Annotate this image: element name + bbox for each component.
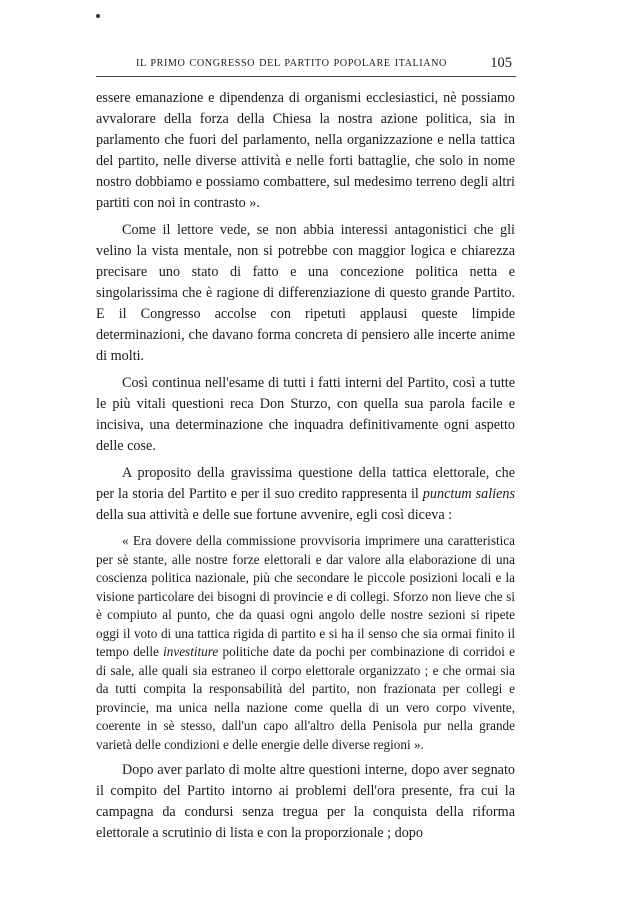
paragraph-reader-comment: Come il lettore vede, se non abbia interessi antagonistici che gli velino la vista mentale, non si potrebbe con maggior logica e chiarezza precisare uno stato di fatto e una concezione politica netta e singolarissima che è ragione di differenziazione di questo grande Partito. E il Congresso accolse con ripetuti applausi queste limpide determinazioni, che davano forma concreta di pensiero alle incerte anime di molti.: [96, 222, 515, 364]
paragraph-closing: Dopo aver parlato di molte altre questioni interne, dopo aver segnato il compito del Partito intorno ai problemi dell'ora presente, fra cui la campagna da condursi senza tregua per la conquista della riforma elettorale a scrutinio di lista e con la proporzionale ; dopo: [96, 762, 515, 841]
text-run: della sua attività e delle sue fortune avvenire, egli così diceva :: [96, 507, 453, 523]
page-header: [96, 54, 516, 77]
paragraph-electoral-tactics: [96, 463, 515, 526]
ink-speck: [96, 14, 100, 18]
text-run: A proposito della gravissima questione della tattica elettorale, che per la storia del Partito e per il suo credito rappresenta il: [96, 465, 515, 502]
paragraph-internal-facts: Così continua nell'esame di tutti i fatti interni del Partito, così a tutte le più vitali questioni reca Don Sturzo, con quella sua parola facile e incisiva, una determinazione che inquadra definitivamente ogni aspetto delle cose.: [96, 375, 515, 454]
italic-phrase: punctum saliens: [422, 486, 515, 502]
block-quotation: [96, 532, 515, 754]
italic-word: investiture: [163, 644, 219, 659]
paragraph-continuation: essere emanazione e dipendenza di organismi ecclesiastici, nè possiamo avvalorare della forza della Chiesa la nostra azione politica, sia in parlamento che fuori del parlamento, nella organizzazione e nella tattica del partito, nelle diverse attività e nelle forti battaglie, che solo in nome nostro dobbiamo e possiamo combattere, sul medesimo terreno degli altri partiti con noi in contrasto ».: [96, 90, 515, 211]
page-number: 105: [490, 55, 512, 71]
running-head: IL PRIMO CONGRESSO DEL PARTITO POPOLARE ITALIANO: [136, 58, 447, 69]
page-body: [96, 88, 515, 844]
text-run: politiche date da pochi per combinazione di corridoi e di sale, alle quali sia estraneo il corpo elettorale organizzato ; e che ormai sia da tutti compita la responsabilità del partito, non frazionata per collegi e provincie, ma unica nella nazione come quella di un vero corpo vivente, coerente in sè stesso, dall'un capo all'altro della Penisola pur nella grande varietà delle condizioni e delle energie delle diverse regioni ».: [96, 644, 516, 752]
text-run: « Era dovere della commissione provvisoria imprimere una caratteristica per sè stante, alle nostre forze elettorali e dar valore alla elaborazione di una coscienza politica nazionale, più che secondare le piccole posizioni locali e la visione particolare dei bisogni di provincie e di collegi. Sforzo non lieve che si è compiuto al punto, che da quasi ogni angolo delle nostre sezioni si ripete oggi il voto di una tattica rigida di partito e si ha il senso che sia ormai finito il tempo delle: [96, 533, 515, 659]
